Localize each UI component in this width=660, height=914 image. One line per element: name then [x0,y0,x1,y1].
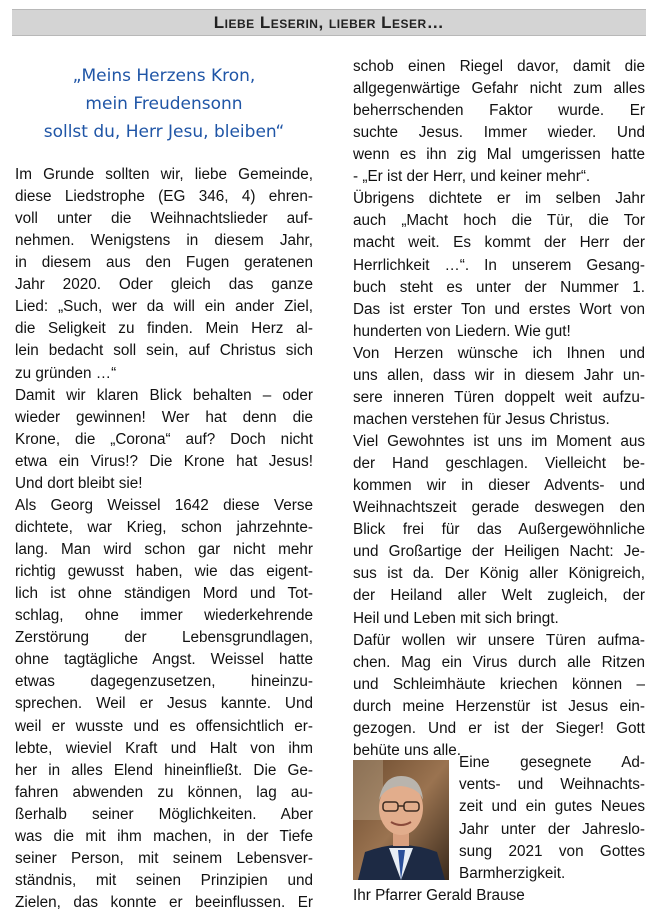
text-line: ständnis, mit seinen Prinzipien und [15,871,313,889]
text-line: Als Georg Weissel 1642 diese Verse [15,496,313,514]
text-line: wieder gewinnen! Wer hat denn die [15,408,313,426]
text-line: richtig gewusst haben, wie das eigent- [15,563,313,581]
text-line: auch „Macht hoch die Tür, die Tor [353,212,645,230]
closing-line: Eine gesegnete Ad- [459,754,645,771]
text-line: zu gründen …“ [15,364,117,382]
text-line: allgegenwärtige Gefahr nicht zum alles [353,80,645,98]
text-line: Lied: „Such, wer da will ein ander Ziel, [15,298,313,316]
text-line: Jahr 2020. Oder gleich das ganze [15,276,313,294]
closing-line: Barmherzigkeit. [459,865,566,882]
text-line: fahren abwenden zu können, lag au- [15,783,313,801]
hymn-quote [15,62,313,146]
closing-line: zeit und ein gutes Neues [459,798,645,816]
text-line: etwas dagegenzusetzen, hineinzu- [15,673,313,691]
text-line: lein bedacht soll sein, auf Christus sich [15,342,313,360]
header-bar [12,9,646,36]
text-line: Krone, die „Corona“ auf? Doch nicht [15,430,313,448]
text-line: seiner Person, mit seinem Lebensver- [15,849,313,867]
text-line: und Großartige der Heiligen Nacht: Je- [353,543,645,561]
text-line: Das ist erster Ton und erstes Wort von [353,300,645,318]
text-line: Und dort bleibt sie! [15,474,143,492]
text-line: Damit wir klaren Blick behalten – oder [15,386,313,404]
text-line: lebte, wieviel Kraft und Halt von ihm [15,739,313,757]
text-line: ohne tagtägliche Angst. Weissel hatte [15,651,313,669]
text-line: weil er wusste und es offensichtlich er- [15,717,313,735]
text-line: voll unter die Weihnachtslieder auf- [15,210,313,228]
text-line: ßerhalb seiner Möglichkeiten. Aber [15,805,313,823]
text-line: macht weit. Es kommt der Herr der [353,234,645,252]
text-line: sere inneren Türen doppelt weit aufzu- [353,388,645,406]
quote-line: mein Freudensonn [85,94,243,114]
text-line: schob einen Riegel davor, damit die [353,58,645,75]
text-line: her in alles Elend hineinfließt. Die Ge- [15,761,313,779]
closing-line: Jahr unter der Jahreslo- [459,820,645,838]
text-line: lich ist ohne ständigen Mord und Tot- [15,585,313,603]
text-line: lang. Man wird schon gar nicht mehr [15,541,313,559]
text-line: durch meine Herzenstür ist Jesus ein- [353,697,645,715]
text-line: der Heiland aller Welt zugleich, der [353,587,645,605]
quote-line: sollst du, Herr Jesu, bleiben“ [43,122,285,142]
quote-line: „Meins Herzens Kron, [72,66,256,86]
text-line: die Seligkeit zu finden. Mein Herz al- [15,320,313,338]
portrait-icon [353,760,449,880]
text-line: Weihnachtszeit gerade deswegen den [353,499,645,517]
text-line: nehmen. Wenigstens in diesem Jahr, [15,232,313,250]
text-line: Von Herzen wünsche ich Ihnen und [353,344,645,362]
text-line: wenn es ihn zig Mal umgerissen hatte [353,146,645,164]
text-line: schlag, ohne immer wiederkehrende [15,607,313,625]
text-line: chen. Mag ein Virus durch alle Ritzen [353,653,645,671]
text-line: Viel Gewohntes ist uns im Moment aus [353,433,645,451]
text-line: und Schleimhäute kriechen können – [353,675,645,693]
text-line: diese Liedstrophe (EG 346, 4) ehren- [15,188,313,206]
text-line: Blick frei für das Außergewöhnliche [353,521,645,539]
text-line: machen verstehen für Jesus Christus. [353,410,610,428]
text-line: kommen wir in dieser Advents- und [353,477,645,495]
text-line: der Hand geschlagen. Vielleicht be- [353,455,645,473]
signature: Ihr Pfarrer Gerald Brause [353,887,525,904]
text-line: Zielen, das konnte er beeinflussen. Er [15,893,313,911]
text-line: sus ist da. Der König aller Königreich, [353,565,645,583]
closing-line: vents- und Weihnachts- [459,776,645,794]
text-line: uns allen, dass wir in diesem Jahr un- [353,366,645,384]
text-line: Dafür wollen wir unsere Türen aufma- [353,631,645,649]
text-line: - „Er ist der Herr, und keiner mehr“. [353,168,591,186]
text-line: in diesem aus den Fugen geratenen [15,254,313,272]
text-line: Herrlichkeit …“. In unserem Gesang- [353,256,645,274]
text-line: etwa ein Virus!? Die Krone hat Jesus! [15,452,313,470]
closing-line: sung 2021 von Gottes [459,842,645,860]
text-line: Heil und Leben mit sich bringt. [353,609,559,627]
text-line: Übrigens dichtete er im selben Jahr [353,190,645,208]
text-line: behüte uns alle. [353,741,462,759]
text-line: Zerstörung der Lebensgrundlagen, [15,629,313,647]
text-line: Im Grunde sollten wir, liebe Gemeinde, [15,166,313,183]
text-line: sprechen. Weil er Jesus kannte. Und [15,695,313,713]
page-title: Liebe Leserin, lieber Leser… [213,12,445,32]
text-line: was die mit ihm machen, in der Tiefe [15,827,313,845]
text-line: beherrschenden Faktor wurde. Er [353,102,645,120]
text-line: suchte Jesus. Immer wieder. Und [353,124,645,142]
text-line: dichtete, war Krieg, schon jahrzehnte- [15,518,313,536]
text-line: gezogen. Und er ist der Sieger! Gott [353,719,645,737]
text-line: buch steht es unter der Nummer 1. [353,278,645,296]
text-line: hunderten von Liedern. Wie gut! [353,322,571,340]
pastor-photo [353,760,449,880]
